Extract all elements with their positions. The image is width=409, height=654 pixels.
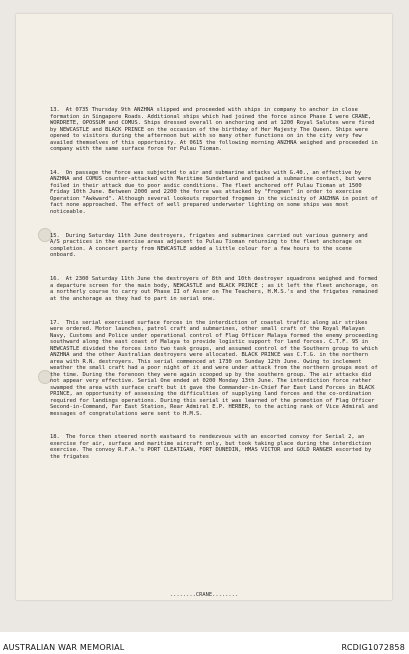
paragraph-number: 16. xyxy=(50,276,60,283)
archive-name: AUSTRALIAN WAR MEMORIAL xyxy=(3,643,125,652)
paragraph-number: 14. xyxy=(50,169,60,176)
paragraph-14 xyxy=(50,169,382,216)
caption-bar xyxy=(0,632,409,654)
document-page xyxy=(16,14,392,600)
paragraph-text: At 0735 Thursday 9th ANZHNA slipped and proceeded with ships in company to anchor in close formation in Singapore Roads. Additional ships which had joined the force since Phase I were CRANE, WORDRETE, OPOSSUM and COMUS. Ships dressed overall on anchoring and at 1200 Royal Salutes were fired by NEWCASTLE and BLACK PRINCE on the occasion of the birthday of Her Majesty The Queen. Ships were opened to visitors during the afternoon but with so many other functions on in the city very few availed themselves of this opportunity. At 0615 the following morning ANZHNA weighed and proceeded in company with the same surface force for Pulau Tioman. xyxy=(50,107,382,152)
continuation-footer: ........CRANE........ xyxy=(169,592,239,598)
paragraph-15 xyxy=(50,233,378,259)
paragraph-text: This serial exercised surface forces in the interdiction of coastal traffic along air strikes were ordered. Motor launches, patrol craft and submarines, other small craft of the Royal Malayan Navy, Customs and Police under operational control of Flag Officer Malaya formed the enemy proceeding southward along the east coast of Malaya to provide logistic support for land forces. C.T.F. 95 in NEWCASTLE divided the forces into two task groups, and assumed control of the Southern group to which ANZHNA and the other Australian destroyers were allocated. BLACK PRINCE was C.T.G. in the northern area with R.N. destroyers. This serial commenced at 1730 on Sunday 12th June. Owing to inclement weather the small craft had a poor night of it and were under attack from the northern groups most of the time. During the forenoon they were again scooped up by the southern group. The air attacks did not appear very effective. Serial One ended at 0200 Monday 13th June. The interdiction force rather swamped the area with surface craft but it gave the Commander-in-Chief Far East Land Forces in BLACK PRINCE, an opportunity of assessing the difficulties of supplying land forces and the co-ordination required for landings operations. During this serial it was learned of the promotion of Flag Officer Second-in-Command, Far East Station, Rear Admiral E.P. HERBER, to the acting rank of Vice Admiral and messages of congratulations were sent to H.M.S. xyxy=(50,319,382,417)
paragraph-text: During Saturday 11th June destroyers, frigates and submarines carried out various gunnery and A/S practices in the exercise areas adjacent to Pulau Tioman returning to the fleet anchorage on completion. A concert party from NEWCASTLE added a little colour for a few hours to the scene onboard. xyxy=(50,232,371,259)
paragraph-17 xyxy=(50,319,382,418)
paragraph-number: 15. xyxy=(50,232,60,239)
paragraph-16 xyxy=(50,276,382,302)
paragraph-number: 18. xyxy=(50,434,60,441)
paragraph-text: The force then steered north eastward to rendezvous with an escorted convoy for Serial 2, an exercise for air, surface and maritime aircraft only, but took taking place during the interdiction exercise. The convoy R.F.A.'s PORT CLEATIGAN, FORT DUNEDIN, HMAS VICTOR and GOLD RANGER escorted by the frigates xyxy=(50,434,375,460)
paragraph-text: At 2300 Saturday 11th June the destroyers of 8th and 10th destroyer squadrons weighed and formed a departure screen for the main body, NEWCASTLE and BLACK PRINCE ; as it left the fleet anchorage, on a northerly course to carry out Phase II of Asser on The Teachers, H.M.S.'s and the frigates remained at the anchorage as they had to part in serial one. xyxy=(50,276,382,302)
paragraph-text: On passage the force was subjected to air and submarine attacks with G.40., an effective by ANZHNA and COMUS counter-attacked with Maritime Sunderland and gained a submarine contact, but were foiled in their attack due to poor asdic conditions. The fleet anchored off Pulau Tioman at 1500 Friday 10th June. Between 2000 and 2200 the force was attacked by "Frogmen" in order to exercise Operation "Awkward". Although several lookouts reported frogmen in the vicinity of ANZHNA in point of fact none approached. The effect of well prepared underwater lighting on some ships was most noticeable. xyxy=(50,169,382,215)
paragraph-number: 13. xyxy=(50,107,60,113)
typed-text-body xyxy=(50,94,382,478)
paragraph-13 xyxy=(50,107,382,153)
record-id: RCDIG1072858 xyxy=(341,643,405,652)
paragraph-number: 17. xyxy=(50,319,60,326)
paragraph-18 xyxy=(50,434,378,460)
